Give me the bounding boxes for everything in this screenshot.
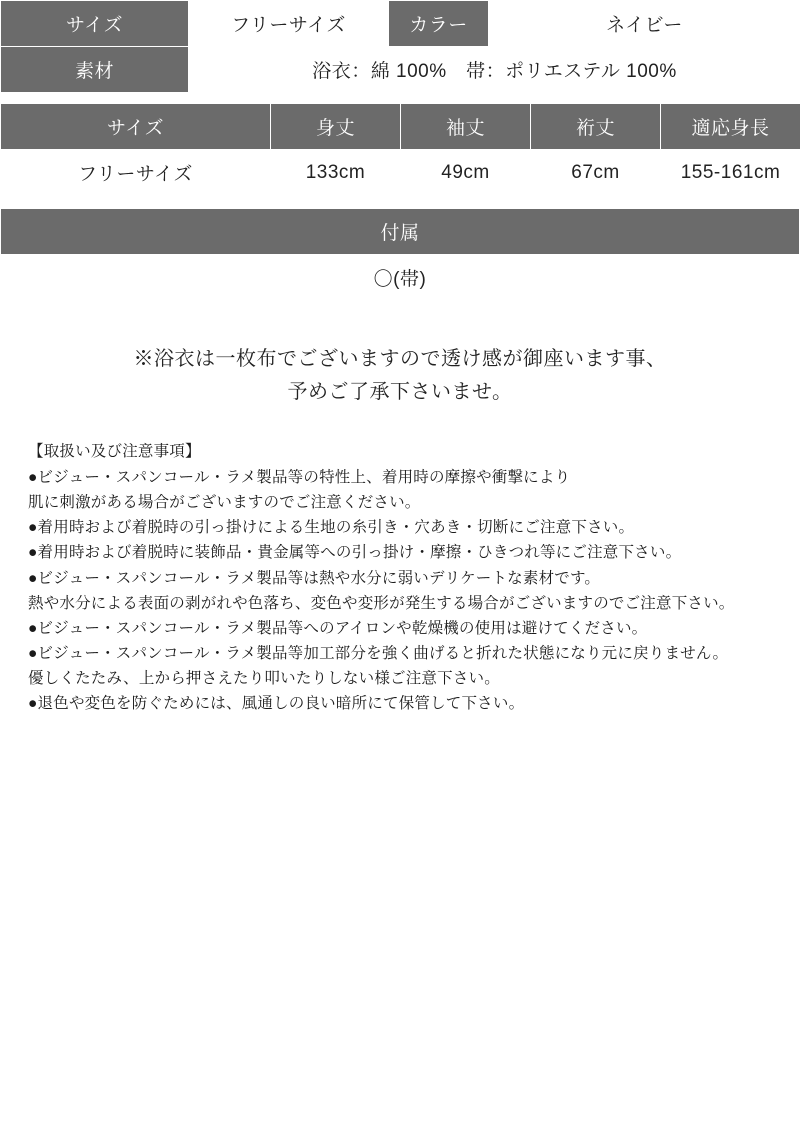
measure-cell-sleeve: 49cm	[401, 150, 531, 196]
spec-value-color: ネイビー	[489, 1, 800, 47]
table-header-row	[1, 104, 800, 150]
measurement-table	[0, 103, 800, 196]
transparency-notice-line1: ※浴衣は一枚布でございますので透け感が御座います事、	[0, 343, 800, 376]
spec-top-table	[0, 0, 800, 93]
care-line: ●着用時および着脱時に装飾品・貴金属等への引っ掛け・摩擦・ひきつれ等にご注意下さい。	[28, 540, 778, 565]
measure-header-height: 適応身長	[661, 104, 800, 150]
care-line: ●ビジュー・スパンコール・ラメ製品等加工部分を強く曲げると折れた状態になり元に戻りません。	[28, 641, 778, 666]
measure-header-length: 身丈	[271, 104, 401, 150]
care-line: ●着用時および着脱時の引っ掛けによる生地の糸引き・穴あき・切断にご注意下さい。	[28, 515, 778, 540]
care-line: 熱や水分による表面の剥がれや色落ち、変色や変形が発生する場合がございますのでご注意下さい。	[28, 591, 778, 616]
care-line: ●ビジュー・スパンコール・ラメ製品等の特性上、着用時の摩擦や衝撃により	[28, 465, 778, 490]
care-line: 肌に刺激がある場合がございますのでご注意ください。	[28, 490, 778, 515]
care-instructions-title: 【取扱い及び注意事項】	[28, 439, 778, 464]
bottom-spacer	[0, 716, 800, 1136]
measure-cell-yuki: 67cm	[531, 150, 661, 196]
measure-header-sleeve: 袖丈	[401, 104, 531, 150]
spec-label-size: サイズ	[1, 1, 189, 47]
care-line: ●ビジュー・スパンコール・ラメ製品等へのアイロンや乾燥機の使用は避けてください。	[28, 616, 778, 641]
measure-cell-length: 133cm	[271, 150, 401, 196]
measure-header-size: サイズ	[1, 104, 271, 150]
care-instructions	[0, 439, 800, 716]
table-row	[1, 150, 800, 196]
table-row	[1, 255, 800, 301]
table-row	[1, 47, 800, 93]
measure-header-yuki: 裄丈	[531, 104, 661, 150]
measure-cell-size: フリーサイズ	[1, 150, 271, 196]
spec-label-material: 素材	[1, 47, 189, 93]
attachment-header: 付属	[1, 209, 800, 255]
spec-value-material: 浴衣：綿 100% 帯：ポリエステル 100%	[189, 47, 800, 93]
attachment-table	[0, 208, 800, 301]
attachment-value: 〇(帯)	[1, 255, 800, 301]
spec-value-size: フリーサイズ	[189, 1, 389, 47]
table-row	[1, 1, 800, 47]
transparency-notice	[0, 343, 800, 409]
care-line: 優しくたたみ、上から押さえたり叩いたりしない様ご注意下さい。	[28, 666, 778, 691]
spec-label-color: カラー	[389, 1, 489, 47]
care-line: ●ビジュー・スパンコール・ラメ製品等は熱や水分に弱いデリケートな素材です。	[28, 566, 778, 591]
table-header-row	[1, 209, 800, 255]
transparency-notice-line2: 予めご了承下さいませ。	[0, 376, 800, 409]
measure-cell-height: 155-161cm	[661, 150, 800, 196]
care-line: ●退色や変色を防ぐためには、風通しの良い暗所にて保管して下さい。	[28, 691, 778, 716]
